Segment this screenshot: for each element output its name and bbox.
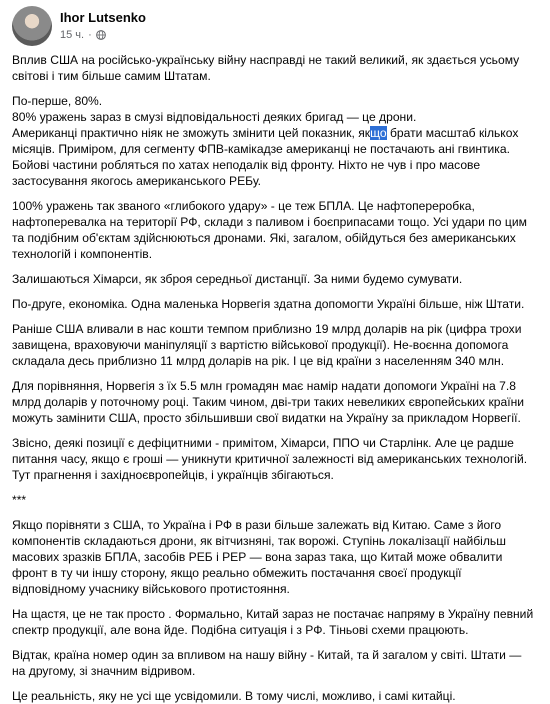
separator-dot: · [88,29,92,41]
globe-icon[interactable] [96,30,106,40]
paragraph-10: На щастя, це не так просто . Формально, Китай зараз не постачає напряму в Україну певний спектр продукції, але вона йде. Подібна ситуація і з РФ. Тіньові схеми працюють. [12,607,534,637]
author-name[interactable]: Ihor Lutsenko [60,10,146,25]
paragraph-3: 100% уражень так званого «глибокого удару» - це теж БПЛА. Це нафтопереробка, нафтоперевалка на території РФ, склади з паливом і боєприпасами тощо. Усі удари по цим та подібним об'єктам здійснюються дронами. Які, загалом, обійдуться без американських технологій і компонентів. [12,199,527,261]
paragraph-2-line-3a: Американці практично ніяк не зможуть змінити цей показник, як [12,126,371,140]
post-subline [60,28,146,42]
paragraph-5: По-друге, економіка. Одна маленька Норвегія здатна допомогти Україні більше, ніж Штати. [12,297,525,311]
paragraph-2-line-1: По-перше, 80%. [12,94,103,108]
paragraph-6: Раніше США вливали в нас кошти темпом приблизно 19 млрд доларів на рік (цифра трохи завищена, враховуючи маніпуляції з вартістю військової продукції). Не-воєнна допомога складала десь приблизно 11 млрд доларів на рік. І це від країни з населенням 340 млн. [12,322,522,368]
post-header [12,0,538,48]
paragraph-2-line-2: 80% уражень зараз в смузі відповідальності деяких бригад — це дрони. [12,110,417,124]
paragraph-9: Якщо порівняти з США, то Україна і РФ в рази більше залежать від Китаю. Саме з його компонентів складаються дрони, як вітчизняні, так ворожі. Ступінь локалізації найбільш масових зразків БПЛА, засобів РЕБ і РЕР — вона зараз така, що Китай може обвалити фронт в ту чи іншу сторону, якщо реально обмежить постачання своєї продукції відповідному учаснику військового протистояння. [12,518,506,596]
post-body [12,52,538,704]
text-selection[interactable]: що [370,126,387,140]
paragraph-2-line-3b: брати масштаб кількох місяців. Приміром, для сегменту ФПВ-камікадзе американці не постачають ані гвинтика. Бойові частини робляться по хатах неподалік від фронту. Ніхто не чув і про масове застосування якогось американського РЕБу. [12,126,519,188]
section-separator: *** [12,493,27,507]
paragraph-8: Звісно, деякі позиції є дефіцитними - примітом, Хімарси, ППО чи Старлінк. Але це радше питання часу, якщо є гроші — уникнути критичної залежності від американських технологій. Тут прагнення і західноєвропейців, і українців збігаються. [12,436,528,482]
paragraph-2 [12,93,538,189]
paragraph-12: Це реальність, яку не усі ще усвідомили. В тому числі, можливо, і самі китайці. [12,689,456,703]
paragraph-7: Для порівняння, Норвегія з їх 5.5 млн громадян має намір надати допомоги Україні на 7.8 млрд доларів у поточному році. Таким чином, дві-три таких невеликих європейських країни можуть замінити США, просто збільшивши свої видатки на Україну за прикладом Норвегії. [12,379,525,425]
paragraph-11: Відтак, країна номер один за впливом на нашу війну - Китай, та й загалом у світі. Штати — на другому, зі значним відривом. [12,648,522,678]
author-avatar[interactable] [12,6,52,46]
paragraph-4: Залишаються Хімарси, як зброя середньої дистанції. За ними будемо сумувати. [12,272,463,286]
paragraph-1: Вплив США на російсько-українську війну насправді не такий великий, як здається усьому світові і тим більше самим Штатам. [12,53,520,83]
post-time[interactable]: 15 ч. [60,29,85,41]
post-meta [60,10,146,42]
